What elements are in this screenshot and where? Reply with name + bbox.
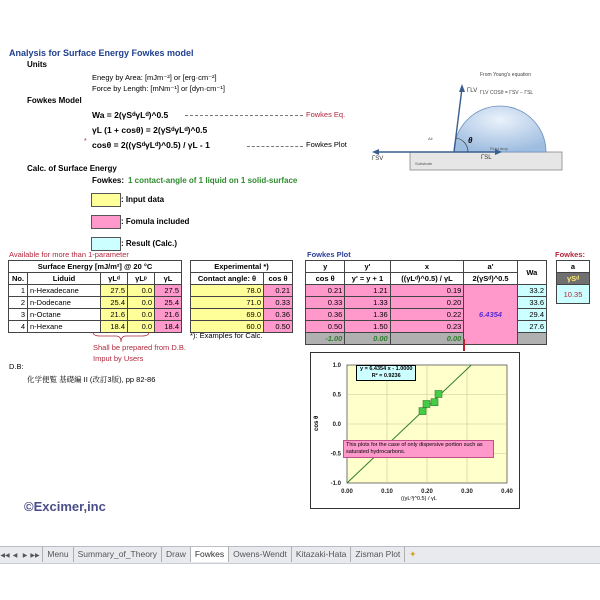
yprime-cell[interactable]: 1.36 xyxy=(345,309,390,321)
prev-sheet-icon[interactable]: ◀ xyxy=(12,553,18,559)
col-header-y: y xyxy=(306,261,345,273)
liquid-name[interactable]: n-Hexadecane xyxy=(28,285,101,297)
gamma-d-cell[interactable]: 21.6 xyxy=(101,309,128,321)
air-label: Air xyxy=(428,136,433,141)
y-cell[interactable]: 0.33 xyxy=(306,297,345,309)
col-header-gamma-d: γLᵈ xyxy=(101,273,128,285)
wa-cell[interactable]: 33.6 xyxy=(517,297,546,309)
cos-cell[interactable]: 0.36 xyxy=(264,309,293,321)
legend-label-result: : Result (Calc.) xyxy=(121,239,178,248)
yprime-cell[interactable]: 1.50 xyxy=(345,321,390,333)
calc-heading: Calc. of Surface Energy xyxy=(27,164,117,173)
theta-label: θ xyxy=(468,136,473,145)
equation-wa: Wa = 2(γSᵈγLᵈ)^0.5 xyxy=(92,110,169,120)
table-row xyxy=(9,309,182,321)
yprime-cell[interactable]: 1.33 xyxy=(345,297,390,309)
drop-label: Fluid drop xyxy=(490,146,508,151)
row-no: 2 xyxy=(9,297,28,309)
trendline-r2: R² = 0.9236 xyxy=(371,373,401,379)
svg-text:0.00: 0.00 xyxy=(341,489,353,495)
legend-label-input: : Input data xyxy=(121,195,165,204)
svg-text:0.0: 0.0 xyxy=(332,422,341,428)
db-reference: 化学便覧 基礎編 II (改訂3版), pp 82-86 xyxy=(27,375,156,384)
result-subheader: γSᵈ xyxy=(557,273,590,285)
dashed-leader xyxy=(247,146,303,147)
col-header-liquid: Liduid xyxy=(28,273,101,285)
experimental-caption: Experimental *) xyxy=(191,261,293,273)
units-heading: Units xyxy=(27,60,47,69)
dashed-leader xyxy=(185,115,303,116)
tab-summary-of-theory[interactable]: Summary_of_Theory xyxy=(73,547,161,562)
table-row xyxy=(191,297,293,309)
svg-text:0.20: 0.20 xyxy=(421,489,433,495)
legend-swatch-result xyxy=(91,237,121,251)
y-cell[interactable]: 0.21 xyxy=(306,285,345,297)
trendline-equation: y = 6.4354 x - 1.0000 xyxy=(360,366,413,372)
insert-sheet-icon[interactable]: ✦ xyxy=(404,547,420,562)
table-row xyxy=(9,297,182,309)
col-header-y-prime: y' xyxy=(345,261,390,273)
multi-parameter-note: Available for more than 1-parameter xyxy=(9,250,129,259)
origin-y-cell[interactable]: -1.00 xyxy=(306,333,345,345)
gamma-sv-label: ΓSV xyxy=(372,156,384,162)
equation-cos: cosθ = 2((γSᵈγLᵈ)^0.5) / γL - 1 xyxy=(92,140,210,150)
legend-swatch-input xyxy=(91,193,121,207)
cos-cell[interactable]: 0.21 xyxy=(264,285,293,297)
liquid-name[interactable]: n-Octane xyxy=(28,309,101,321)
sheet-tab-bar xyxy=(0,546,600,564)
col-header-wa: Wa xyxy=(517,261,546,285)
fowkes-plot-table xyxy=(305,260,547,345)
x-cell[interactable]: 0.23 xyxy=(390,321,464,333)
liquids-table xyxy=(8,260,182,333)
x-cell[interactable]: 0.20 xyxy=(390,297,464,309)
young-equation: ΓLV COSθ = ΓSV − ΓSL xyxy=(480,90,534,96)
brace-icon xyxy=(92,331,150,343)
fowkes-eq-note: Fowkes Eq. xyxy=(306,110,346,119)
tab-draw[interactable]: Draw xyxy=(161,547,190,562)
tab-fowkes[interactable]: Fowkes xyxy=(190,547,228,562)
contact-angle-cell[interactable]: 78.0 xyxy=(191,285,264,297)
cos-cell[interactable]: 0.33 xyxy=(264,297,293,309)
a-prime-cell[interactable]: 6.4354 xyxy=(464,285,517,345)
origin-yprime-cell[interactable]: 0.00 xyxy=(345,333,390,345)
svg-text:-0.5: -0.5 xyxy=(330,451,341,458)
energy-units: Enegy by Area: [mJm⁻²] or [erg·cm⁻²] xyxy=(92,73,217,82)
x-axis-label: ((γLᵈ)^0.5) / γL xyxy=(401,496,437,502)
svg-text:0.10: 0.10 xyxy=(381,489,393,495)
experimental-table xyxy=(190,260,293,333)
row-no: 3 xyxy=(9,309,28,321)
contact-angle-diagram xyxy=(368,66,568,172)
fowkes-plot-note: Fowkes Plot xyxy=(306,140,347,149)
db-label: D.B: xyxy=(9,362,24,371)
col-sub-x: ((γLᵈ)^0.5) / γL xyxy=(390,273,464,285)
gamma-p-cell[interactable]: 0.0 xyxy=(128,285,155,297)
svg-text:0.30: 0.30 xyxy=(461,489,473,495)
arrow-icon xyxy=(460,339,468,353)
x-cell[interactable]: 0.19 xyxy=(390,285,464,297)
y-cell[interactable]: 0.36 xyxy=(306,309,345,321)
gamma-cell[interactable]: 18.4 xyxy=(155,321,182,333)
model-heading: Fowkes Model xyxy=(27,96,82,105)
result-title: Fowkes: xyxy=(555,250,586,259)
force-units: Force by Length: [mNm⁻¹] or [dyn·cm⁻¹] xyxy=(92,84,225,93)
origin-wa-cell xyxy=(517,333,546,345)
tab-owens-wendt[interactable]: Owens-Wendt xyxy=(228,547,291,562)
col-header-cos: cos θ xyxy=(264,273,293,285)
cos-cell[interactable]: 0.50 xyxy=(264,321,293,333)
legend-label-formula: : Fomula included xyxy=(121,217,190,226)
fowkes-chart[interactable] xyxy=(310,352,520,509)
next-sheet-icon[interactable]: ▶ xyxy=(22,553,28,559)
result-table xyxy=(556,260,590,304)
row-no: 4 xyxy=(9,321,28,333)
gamma-cell[interactable]: 21.6 xyxy=(155,309,182,321)
col-header-a-prime: a' xyxy=(464,261,517,273)
young-caption: From Young's equation xyxy=(480,72,531,78)
col-header-x: x xyxy=(390,261,464,273)
tab-kitazaki-hata[interactable]: Kitazaki-Hata xyxy=(291,547,351,562)
result-value[interactable]: 10.35 xyxy=(557,285,590,304)
col-sub-yprime: y' = y + 1 xyxy=(345,273,390,285)
result-header-a: a xyxy=(557,261,590,273)
page-title: Analysis for Surface Energy Fowkes model xyxy=(9,48,194,58)
yprime-cell[interactable]: 1.21 xyxy=(345,285,390,297)
wa-cell[interactable]: 33.2 xyxy=(517,285,546,297)
y-cell[interactable]: 0.50 xyxy=(306,321,345,333)
wa-cell[interactable]: 29.4 xyxy=(517,309,546,321)
asterisk-marker: * xyxy=(84,138,87,145)
wa-cell[interactable]: 27.6 xyxy=(517,321,546,333)
gamma-p-cell[interactable]: 0.0 xyxy=(128,309,155,321)
db-prepare-note: Shall be prepared from D.B. xyxy=(93,343,186,352)
gamma-d-cell[interactable]: 27.5 xyxy=(101,285,128,297)
first-sheet-icon[interactable]: ◀◀ xyxy=(0,553,10,559)
y-axis-label: cos θ xyxy=(314,415,320,431)
tab-zisman-plot[interactable]: Zisman Plot xyxy=(350,547,404,562)
trendline-equation-box[interactable] xyxy=(356,365,416,381)
chart-annotation[interactable]: This plots for the case of only dispersive portion such as saturated hydrocarbons. xyxy=(343,440,494,458)
gamma-d-cell[interactable]: 25.4 xyxy=(101,297,128,309)
origin-x-cell[interactable]: 0.00 xyxy=(390,333,464,345)
substrate-label: Substrate xyxy=(415,161,433,166)
equation-young: γL (1 + cosθ) = 2(γSᵈγLᵈ)^0.5 xyxy=(92,125,208,135)
svg-text:1.0: 1.0 xyxy=(332,363,341,369)
legend-swatch-formula xyxy=(91,215,121,229)
copyright-logo: ©Excimer,inc xyxy=(24,499,106,514)
gamma-lv-label: ΓLV xyxy=(467,88,478,94)
fowkes-plot-title: Fowkes Plot xyxy=(307,250,351,259)
gamma-cell[interactable]: 27.5 xyxy=(155,285,182,297)
col-header-gamma-p: γLᵖ xyxy=(128,273,155,285)
table-row xyxy=(9,285,182,297)
col-sub-a-prime: 2(γSᵈ)^0.5 xyxy=(464,273,517,285)
droplet-illustration xyxy=(368,66,568,172)
examples-footnote: *): Examples for Calc. xyxy=(190,331,263,340)
table-row xyxy=(191,309,293,321)
col-header-no: No. xyxy=(9,273,28,285)
gamma-p-cell[interactable]: 0.0 xyxy=(128,297,155,309)
liquids-table-caption: Surface Energy [mJ/m²] @ 20 °C xyxy=(9,261,182,273)
table-row xyxy=(191,285,293,297)
svg-text:0.5: 0.5 xyxy=(332,392,341,399)
col-header-gamma: γL xyxy=(155,273,182,285)
last-sheet-icon[interactable]: ▶▶ xyxy=(30,553,40,559)
row-no: 1 xyxy=(9,285,28,297)
col-header-contact-angle: Contact angle: θ xyxy=(191,273,264,285)
x-cell[interactable]: 0.22 xyxy=(390,309,464,321)
liquid-name[interactable]: n-Hexane xyxy=(28,321,101,333)
gamma-cell[interactable]: 25.4 xyxy=(155,297,182,309)
table-row xyxy=(306,285,547,297)
gamma-sl-label: ΓSL xyxy=(481,155,492,161)
gamma-p-cell[interactable]: 0.0 xyxy=(128,321,155,333)
fowkes-method-label: Fowkes: xyxy=(92,176,125,185)
tab-menu[interactable]: Menu xyxy=(42,547,72,562)
svg-text:0.40: 0.40 xyxy=(501,489,513,495)
user-input-note: Imput by Users xyxy=(93,354,144,363)
contact-angle-cell[interactable]: 60.0 xyxy=(191,321,264,333)
liquid-name[interactable]: n-Dodecane xyxy=(28,297,101,309)
col-sub-cos: cos θ xyxy=(306,273,345,285)
contact-angle-cell[interactable]: 71.0 xyxy=(191,297,264,309)
svg-text:-1.0: -1.0 xyxy=(330,481,341,487)
gamma-d-cell[interactable]: 18.4 xyxy=(101,321,128,333)
contact-angle-cell[interactable]: 69.0 xyxy=(191,309,264,321)
fowkes-method-desc: 1 contact-angle of 1 liquid on 1 solid-surface xyxy=(128,176,298,185)
